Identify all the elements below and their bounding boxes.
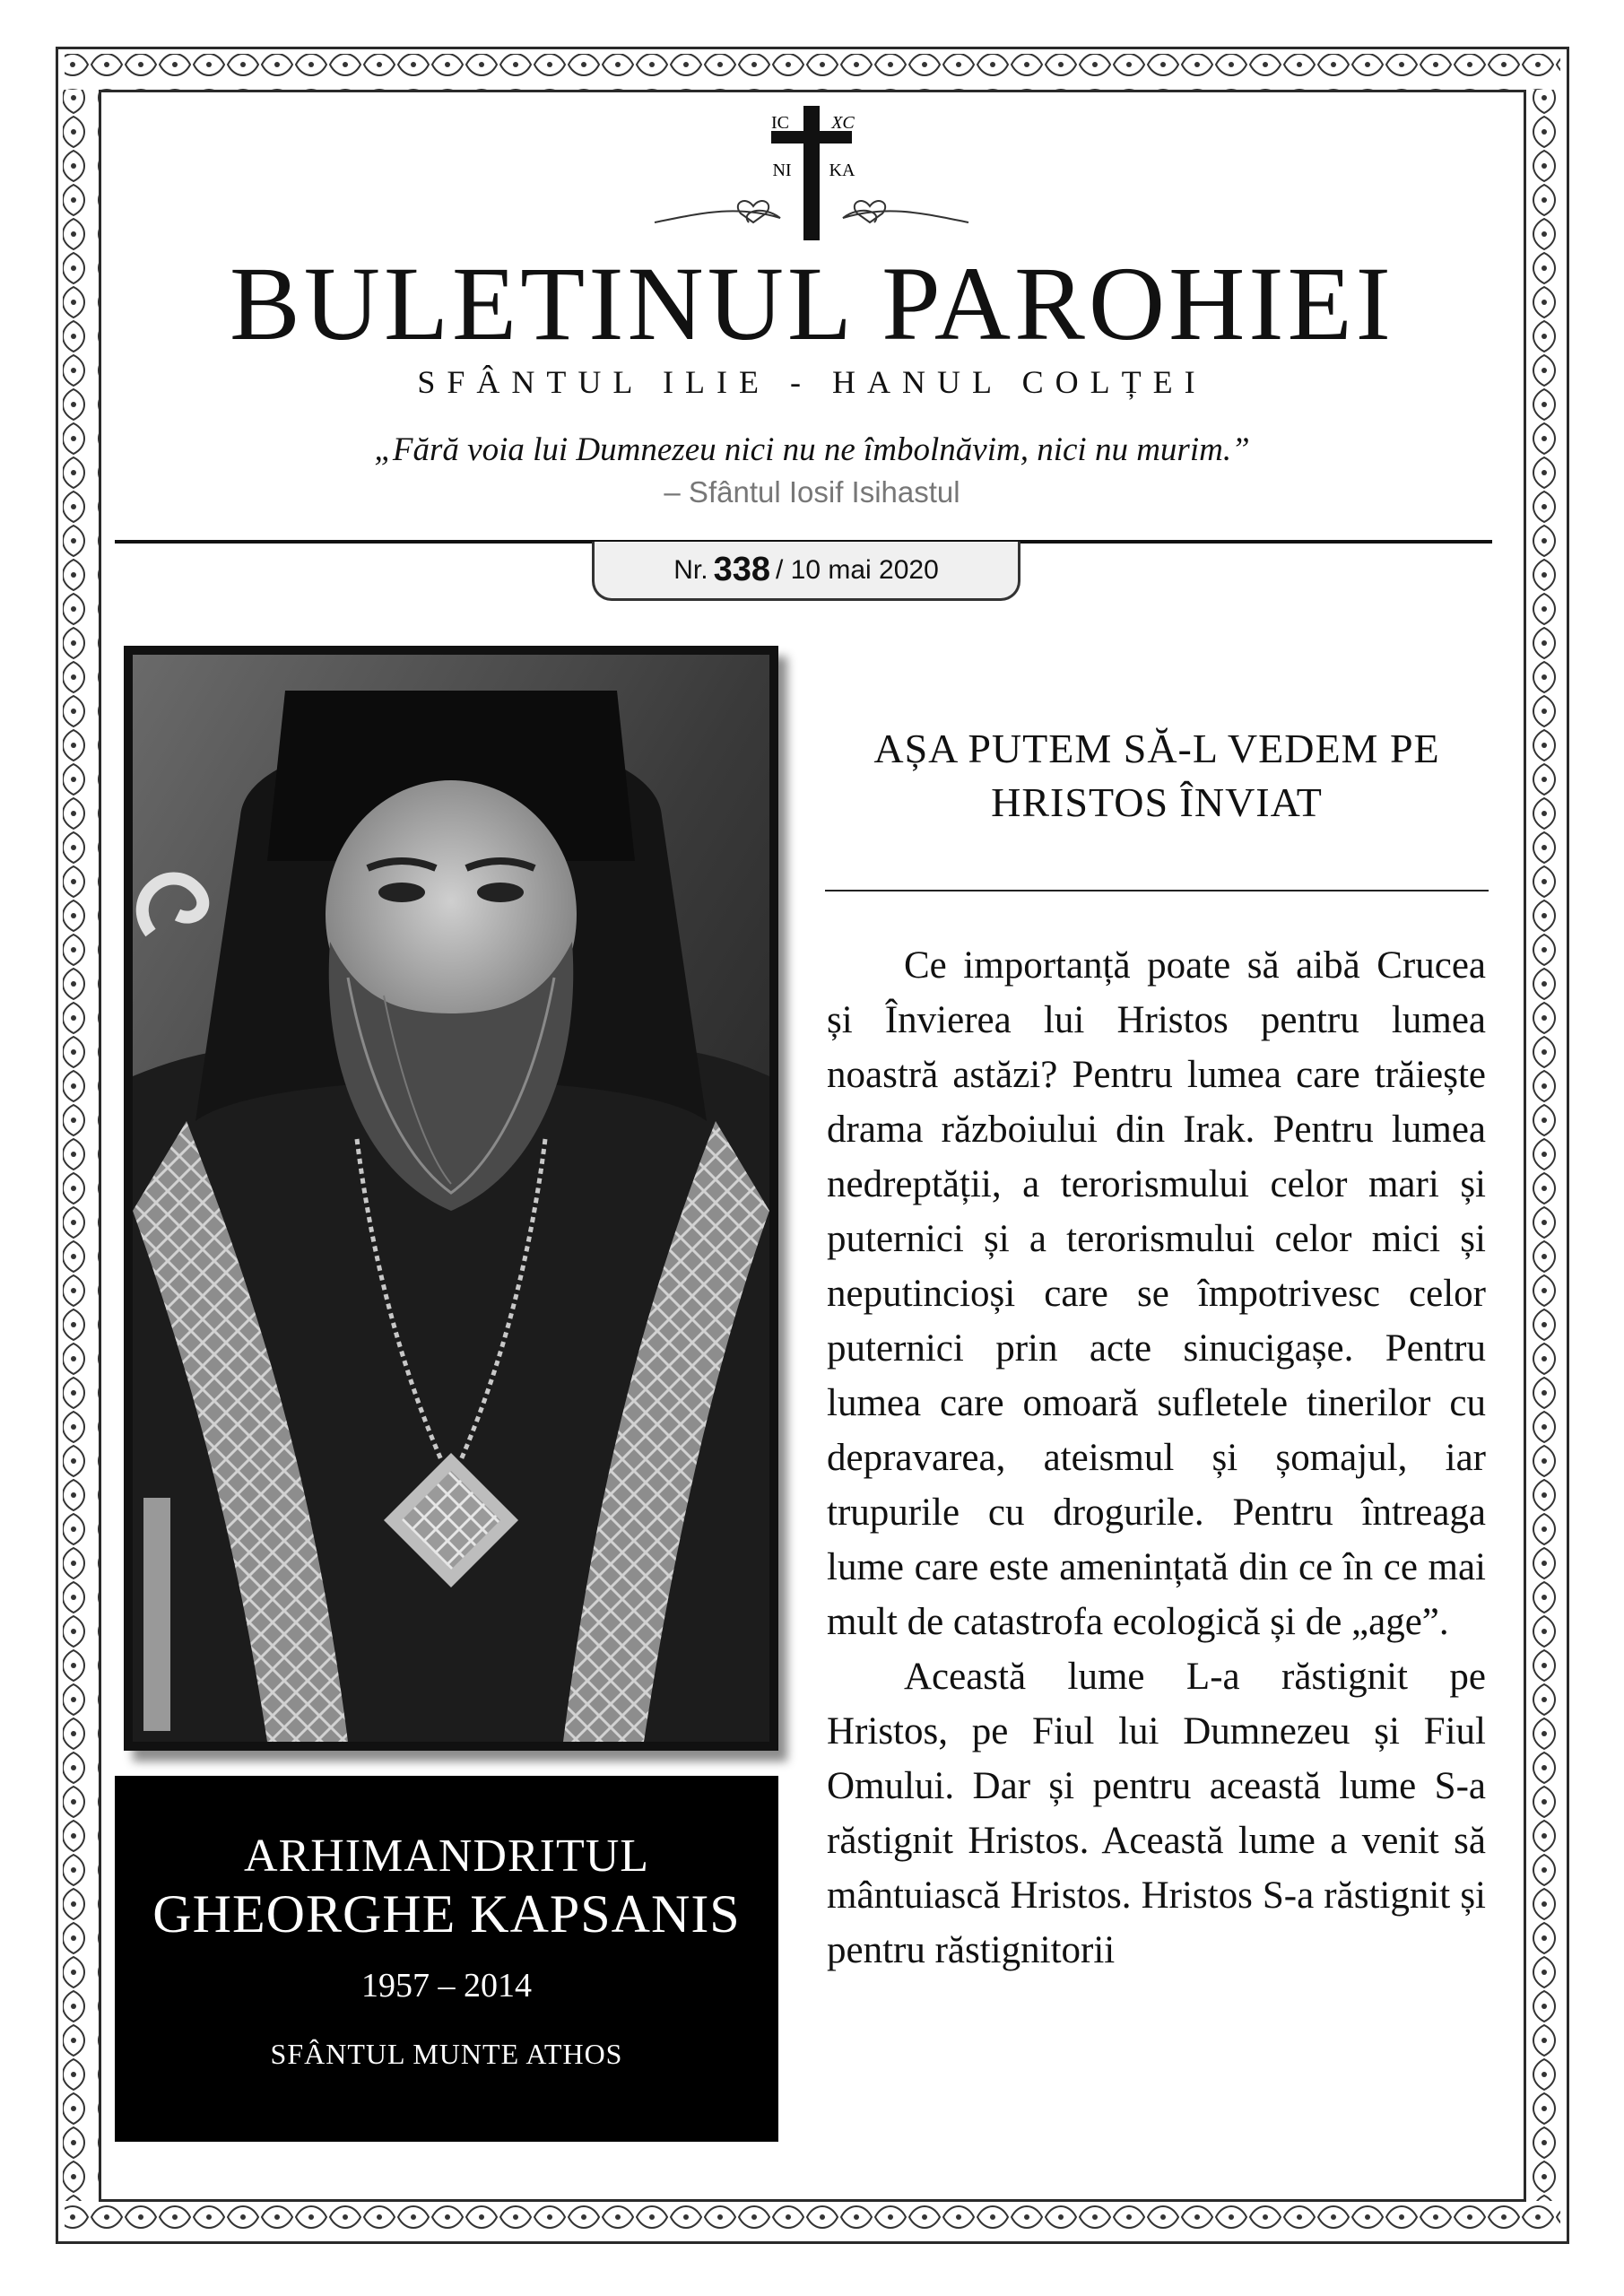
issue-prefix: Nr.	[673, 554, 708, 585]
parish-subtitle: SFÂNTUL ILIE - HANUL COLȚEI	[417, 364, 1207, 400]
quote-author: – Sfântul Iosif Isihastul	[664, 475, 960, 509]
article-body	[827, 938, 1486, 1978]
portrait-caption	[115, 1776, 778, 2142]
caption-dates: 1957 – 2014	[361, 1967, 532, 2005]
emblem-letter-ka: KA	[829, 161, 855, 180]
article-divider	[825, 890, 1489, 891]
emblem-letter-xc: XC	[831, 113, 855, 133]
caption-title: ARHIMANDRITUL	[243, 1831, 650, 1882]
issue-date: / 10 mai 2020	[775, 554, 939, 585]
portrait-photo	[133, 655, 769, 1742]
emblem-letter-ni: NI	[772, 161, 792, 180]
article-paragraph: Această lume L-a răstignit pe Hristos, pe Fiul lui Dumnezeu și Fiul Omului. Dar și pentru această lume S-a răstignit Hristos. Această lume a venit să mântuiască Hristos. Hristos S-a răstignit și pentru răstignitorii	[827, 1656, 1486, 1971]
bulletin-title: BULETINUL PAROHIEI	[230, 245, 1394, 362]
header-quote: „Fără voia lui Dumnezeu nici nu ne îmbolnăvim, nici nu murim.”	[374, 431, 1250, 468]
caption-place: SFÂNTUL MUNTE ATHOS	[270, 2038, 623, 2070]
article-title: AȘA PUTEM SĂ-L VEDEM PE HRISTOS ÎNVIAT	[873, 726, 1440, 825]
cross-emblem-icon	[646, 106, 977, 249]
emblem-letter-ic: IC	[771, 113, 789, 133]
issue-tab	[592, 542, 1020, 601]
article-paragraph: Ce importanță poate să aibă Crucea și Învierea lui Hristos pentru lumea noastră astăzi? Pentru lumea care trăiește drama războiului din Irak. Pentru lumea nedreptății, a terorismului celor mari și puternici și a terorismului celor mici și neputincioși care se împotrivesc celor puternici prin acte sinucigașe. Pentru lumea care omoară sufletele tinerilor cu depravarea, ateismul și șomajul, iar trupurile cu drogurile. Pentru întreaga lume care este amenințată din ce în ce mai mult de catastrofa ecologică și de „age”.	[827, 944, 1486, 1643]
issue-number: 338	[713, 551, 770, 588]
caption-name: GHEORGHE KAPSANIS	[152, 1884, 741, 1944]
